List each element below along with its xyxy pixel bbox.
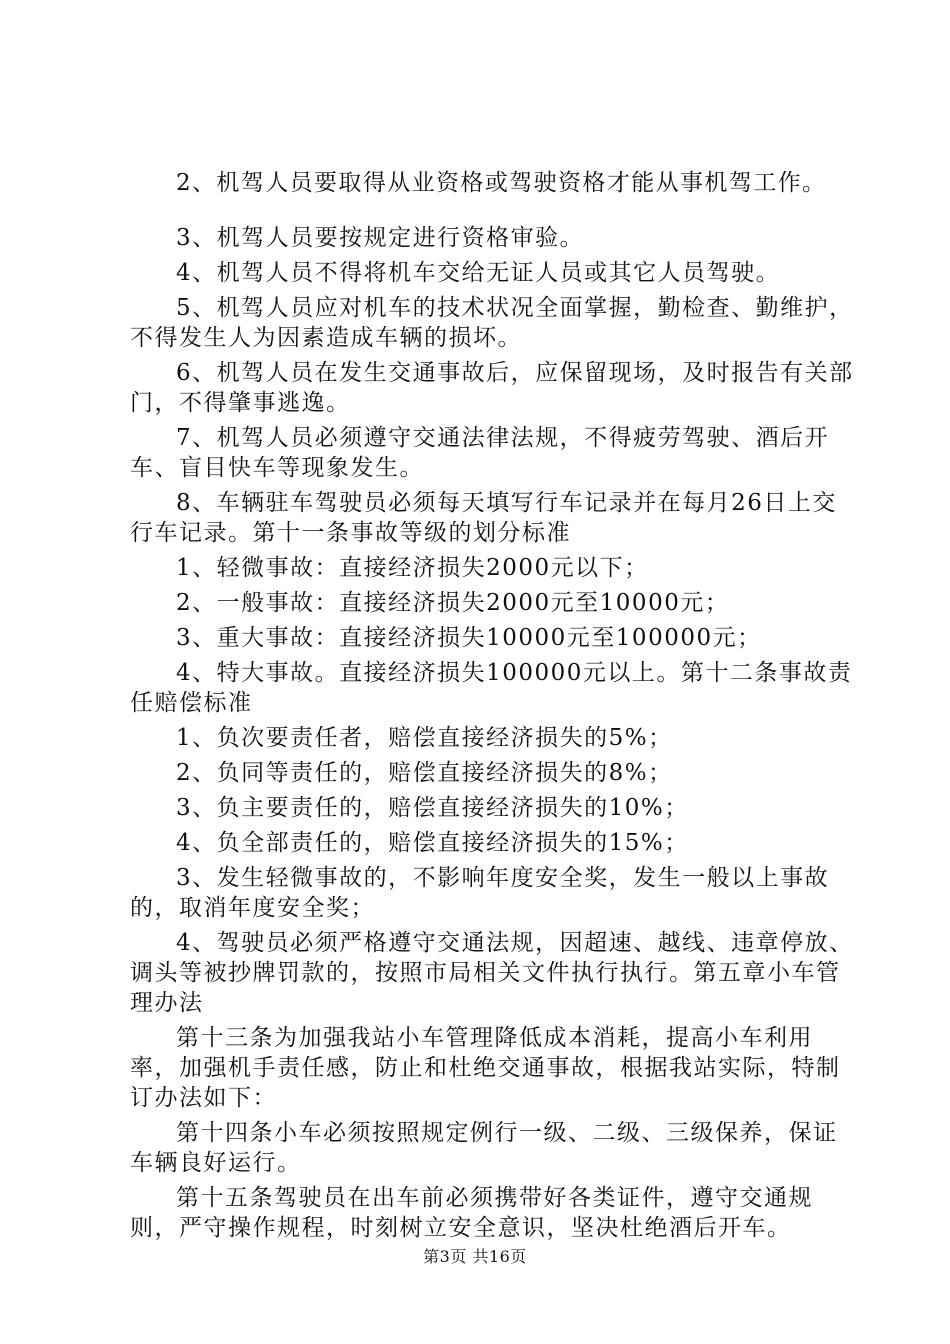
paragraph: 8、车辆驻车驾驶员必须每天填写行车记录并在每月26日上交行车记录。第十一条事故等级的划分标准 <box>130 490 837 546</box>
paragraph: 1、负次要责任者，赔偿直接经济损失的5%； <box>176 725 673 751</box>
paragraph: 第十五条驾驶员在出车前必须携带好各类证件，遵守交通规则，严守操作规程，时刻树立安全意识，坚决杜绝酒后开车。 <box>130 1185 813 1241</box>
paragraph: 2、负同等责任的，赔偿直接经济损失的8%； <box>176 760 673 786</box>
document-body <box>130 168 860 1248</box>
paragraph: 4、特大事故。直接经济损失100000元以上。第十二条事故责任赔偿标准 <box>130 660 853 716</box>
paragraph: 3、发生轻微事故的，不影响年度安全奖，发生一般以上事故的，取消年度安全奖； <box>130 865 830 921</box>
paragraph: 第十四条小车必须按照规定例行一级、二级、三级保养，保证车辆良好运行。 <box>130 1120 838 1176</box>
paragraph: 5、机驾人员应对机车的技术状况全面掌握，勤检查、勤维护，不得发生人为因素造成车辆的损坏。 <box>130 295 854 351</box>
paragraph: 第十三条为加强我站小车管理降低成本消耗，提高小车利用率，加强机手责任感，防止和杜绝交通事故，根据我站实际，特制订办法如下： <box>130 1025 841 1111</box>
paragraph: 3、负主要责任的，赔偿直接经济损失的10%； <box>176 795 689 821</box>
paragraph: 4、机驾人员不得将机车交给无证人员或其它人员驾驶。 <box>176 260 781 286</box>
paragraph: 2、一般事故：直接经济损失2000元至10000元； <box>176 590 730 616</box>
paragraph: 3、重大事故：直接经济损失10000元至100000元； <box>176 625 762 651</box>
paragraph: 6、机驾人员在发生交通事故后，应保留现场，及时报告有关部门，不得肇事逃逸。 <box>130 360 854 416</box>
paragraph: 1、轻微事故：直接经济损失2000元以下； <box>176 555 649 581</box>
paragraph: 4、驾驶员必须严格遵守交通法规，因超速、越线、违章停放、调头等被抄牌罚款的，按照市局相关文件执行执行。第五章小车管理办法 <box>130 930 854 1016</box>
paragraph: 4、负全部责任的，赔偿直接经济损失的15%； <box>176 830 689 856</box>
paragraph: 7、机驾人员必须遵守交通法律法规，不得疲劳驾驶、酒后开车、盲目快车等现象发生。 <box>130 425 830 481</box>
paragraph: 3、机驾人员要按规定进行资格审验。 <box>176 225 585 251</box>
page-number-footer: 第3页 共16页 <box>423 1247 527 1266</box>
paragraph: 2、机驾人员要取得从业资格或驾驶资格才能从事机驾工作。 <box>176 170 827 196</box>
